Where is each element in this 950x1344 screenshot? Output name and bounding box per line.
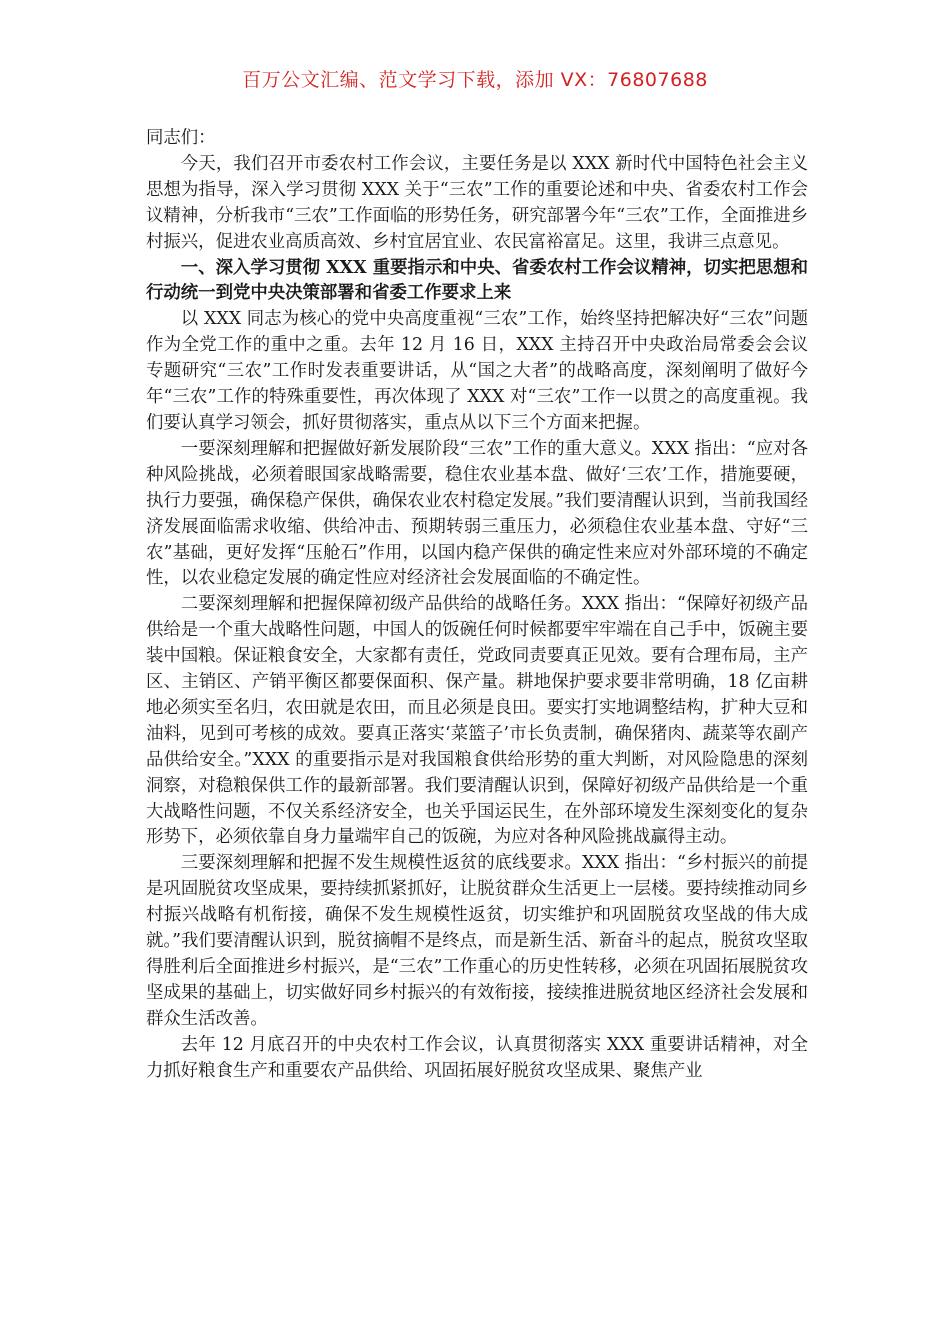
salutation: 同志们： <box>146 128 216 148</box>
body-paragraph: 三要深刻理解和把握不发生规模性返贫的底线要求。XXX 指出：“乡村振兴的前提是巩固脱贫攻坚成果，要持续抓紧抓好，让脱贫群众生活更上一层楼。要持续推动同乡村振兴战略有机衔接，确保不发生规模性返贫，切实维护和巩固脱贫攻坚战的伟大成就。”我们要清醒认识到，脱贫摘帽不是终点，而是新生活、新奋斗的起点，脱贫攻坚取得胜利后全面推进乡村振兴，是“三农”工作重心的历史性转移，必须在巩固拓展脱贫攻坚成果的基础上，切实做好同乡村振兴的有效衔接，接续推进脱贫地区经济社会发展和群众生活改善。 <box>146 853 808 1029</box>
body-paragraph: 二要深刻理解和把握保障初级产品供给的战略任务。XXX 指出：“保障好初级产品供给是一个重大战略性问题，中国人的饭碗任何时候都要牢牢端在自己手中，饭碗主要装中国粮。保证粮食安全，大家都有责任，党政同责要真正见效。要有合理布局，主产区、主销区、产销平衡区都要保面积、保产量。耕地保护要求要非常明确，18 亿亩耕地必须实至名归，农田就是农田，而且必须是良田。要实打实地调整结构，扩种大豆和油料，见到可考核的成效。要真正落实‘菜篮子’市长负责制，确保猪肉、蔬菜等农副产品供给安全。”XXX 的重要指示是对我国粮食供给形势的重大判断，对风险隐患的深刻洞察，对稳粮保供工作的最新部署。我们要清醒认识到，保障好初级产品供给是一个重大战略性问题，不仅关系经济安全，也关乎国运民生，在外部环境发生深刻变化的复杂形势下，必须依靠自身力量端牢自己的饭碗，为应对各种风险挑战赢得主动。 <box>146 594 808 848</box>
body-paragraph: 一要深刻理解和把握做好新发展阶段“三农”工作的重大意义。XXX 指出：“应对各种风险挑战，必须着眼国家战略需要，稳住农业基本盘、做好‘三农’工作，措施要硬，执行力要强，确保稳产保供，确保农业农村稳定发展。”我们要清醒认识到，当前我国经济发展面临需求收缩、供给冲击、预期转弱三重压力，必须稳住农业基本盘、守好“三农”基础，更好发挥“压舱石”作用，以国内稳产保供的确定性来应对外部环境的不确定性，以农业稳定发展的确定性应对经济社会发展面临的不确定性。 <box>146 438 808 589</box>
body-paragraph: 去年 12 月底召开的中央农村工作会议，认真贯彻落实 XXX 重要讲话精神，对全力抓好粮食生产和重要农产品供给、巩固拓展好脱贫攻坚成果、聚焦产业 <box>146 1034 808 1081</box>
document-body <box>146 126 808 1085</box>
body-paragraph: 以 XXX 同志为核心的党中央高度重视“三农”工作，始终坚持把解决好“三农”问题作为全党工作的重中之重。去年 12 月 16 日，XXX 主持召开中央政治局常委会会议专题研究“三农”工作时发表重要讲话，从“国之大者”的战略高度，深刻阐明了做好今年“三农”工作的特殊重要性，再次体现了 XXX 对“三农”工作一以贯之的高度重视。我们要认真学习领会，抓好贯彻落实，重点从以下三个方面来把握。 <box>146 309 808 433</box>
intro-paragraph: 今天，我们召开市委农村工作会议，主要任务是以 XXX 新时代中国特色社会主义思想为指导，深入学习贯彻 XXX 关于“三农”工作的重要论述和中央、省委农村工作会议精神，分析我市“三农”工作面临的形势任务，研究部署今年“三农”工作，全面推进乡村振兴，促进农业高质高效、乡村宜居宜业、农民富裕富足。这里，我讲三点意见。 <box>146 153 808 252</box>
section-heading: 一、深入学习贯彻 XXX 重要指示和中央、省委农村工作会议精神，切实把思想和行动统一到党中央决策部署和省委工作要求上来 <box>146 257 808 304</box>
promo-banner: 百万公文汇编、范文学习下载，添加 VX：76807688 <box>242 69 708 91</box>
